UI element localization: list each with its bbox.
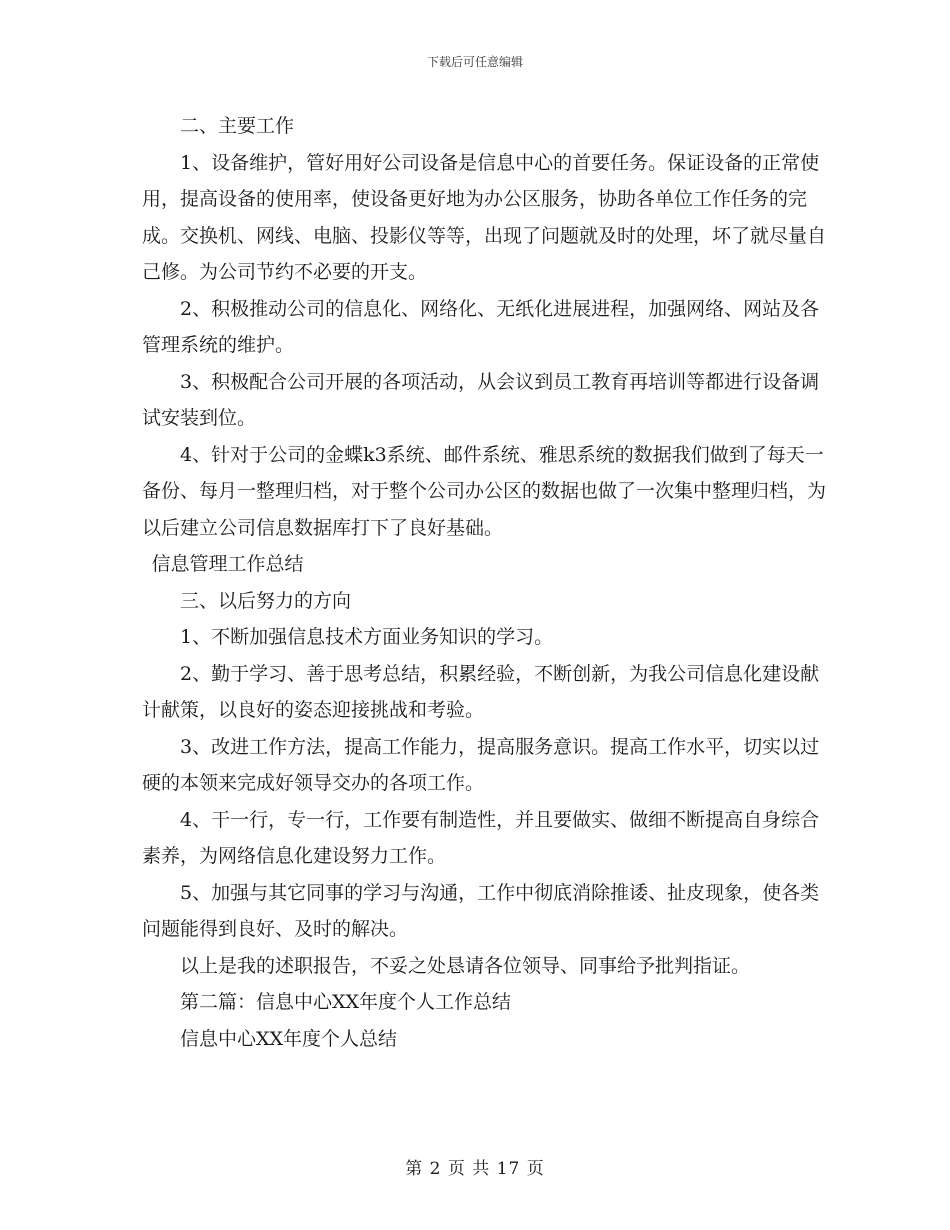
- chapter-subtitle: 信息中心XX年度个人总结: [180, 1027, 398, 1050]
- subtitle: 信息管理工作总结: [151, 553, 304, 575]
- paragraph: 3、积极配合公司开展的各项活动，从会议到员工教育再培训等都进行设备调试安装到位。: [142, 370, 820, 429]
- paragraph: 2、勤于学习、善于思考总结，积累经验，不断创新，为我公司信息化建设献计献策，以良好的姿态迎接挑战和考验。: [142, 662, 820, 721]
- page-footer: 第 2 页 共 17 页: [405, 1159, 545, 1179]
- document-body: [142, 108, 832, 1057]
- paragraph: 1、不断加强信息技术方面业务知识的学习。: [180, 626, 554, 648]
- paragraph: 3、改进工作方法，提高工作能力，提高服务意识。提高工作水平，切实以过硬的本领来完成好领导交办的各项工作。: [142, 735, 820, 794]
- section-heading: 三、以后努力的方向: [180, 589, 352, 612]
- paragraph: 4、干一行，专一行，工作要有制造性，并且要做实、做细不断提高自身综合素养，为网络信息化建设努力工作。: [142, 808, 820, 867]
- section-heading: 二、主要工作: [180, 115, 295, 137]
- paragraph: 5、加强与其它同事的学习与沟通，工作中彻底消除推诿、扯皮现象，使各类问题能得到良好、及时的解决。: [142, 881, 820, 940]
- page-header: 下载后可任意编辑: [426, 55, 523, 69]
- paragraph: 4、针对于公司的金蝶k3系统、邮件系统、雅思系统的数据我们做到了每天一备份、每月一整理归档，对于整个公司办公区的数据也做了一次集中整理归档，为以后建立公司信息数据库打下了良好基础。: [142, 443, 827, 539]
- paragraph: 2、积极推动公司的信息化、网络化、无纸化进展进程，加强网络、网站及各管理系统的维护。: [142, 297, 820, 356]
- paragraph: 1、设备维护，管好用好公司设备是信息中心的首要任务。保证设备的正常使用，提高设备的使用率，使设备更好地为办公区服务，协助各单位工作任务的完成。交换机、网线、电脑、投影仪等等，出现了问题就及时的处理，坏了就尽量自己修。为公司节约不必要的开支。: [142, 151, 827, 283]
- chapter-title: 第二篇：信息中心XX年度个人工作总结: [180, 991, 512, 1013]
- paragraph: 以上是我的述职报告，不妥之处恳请各位领导、同事给予批判指证。: [180, 954, 751, 977]
